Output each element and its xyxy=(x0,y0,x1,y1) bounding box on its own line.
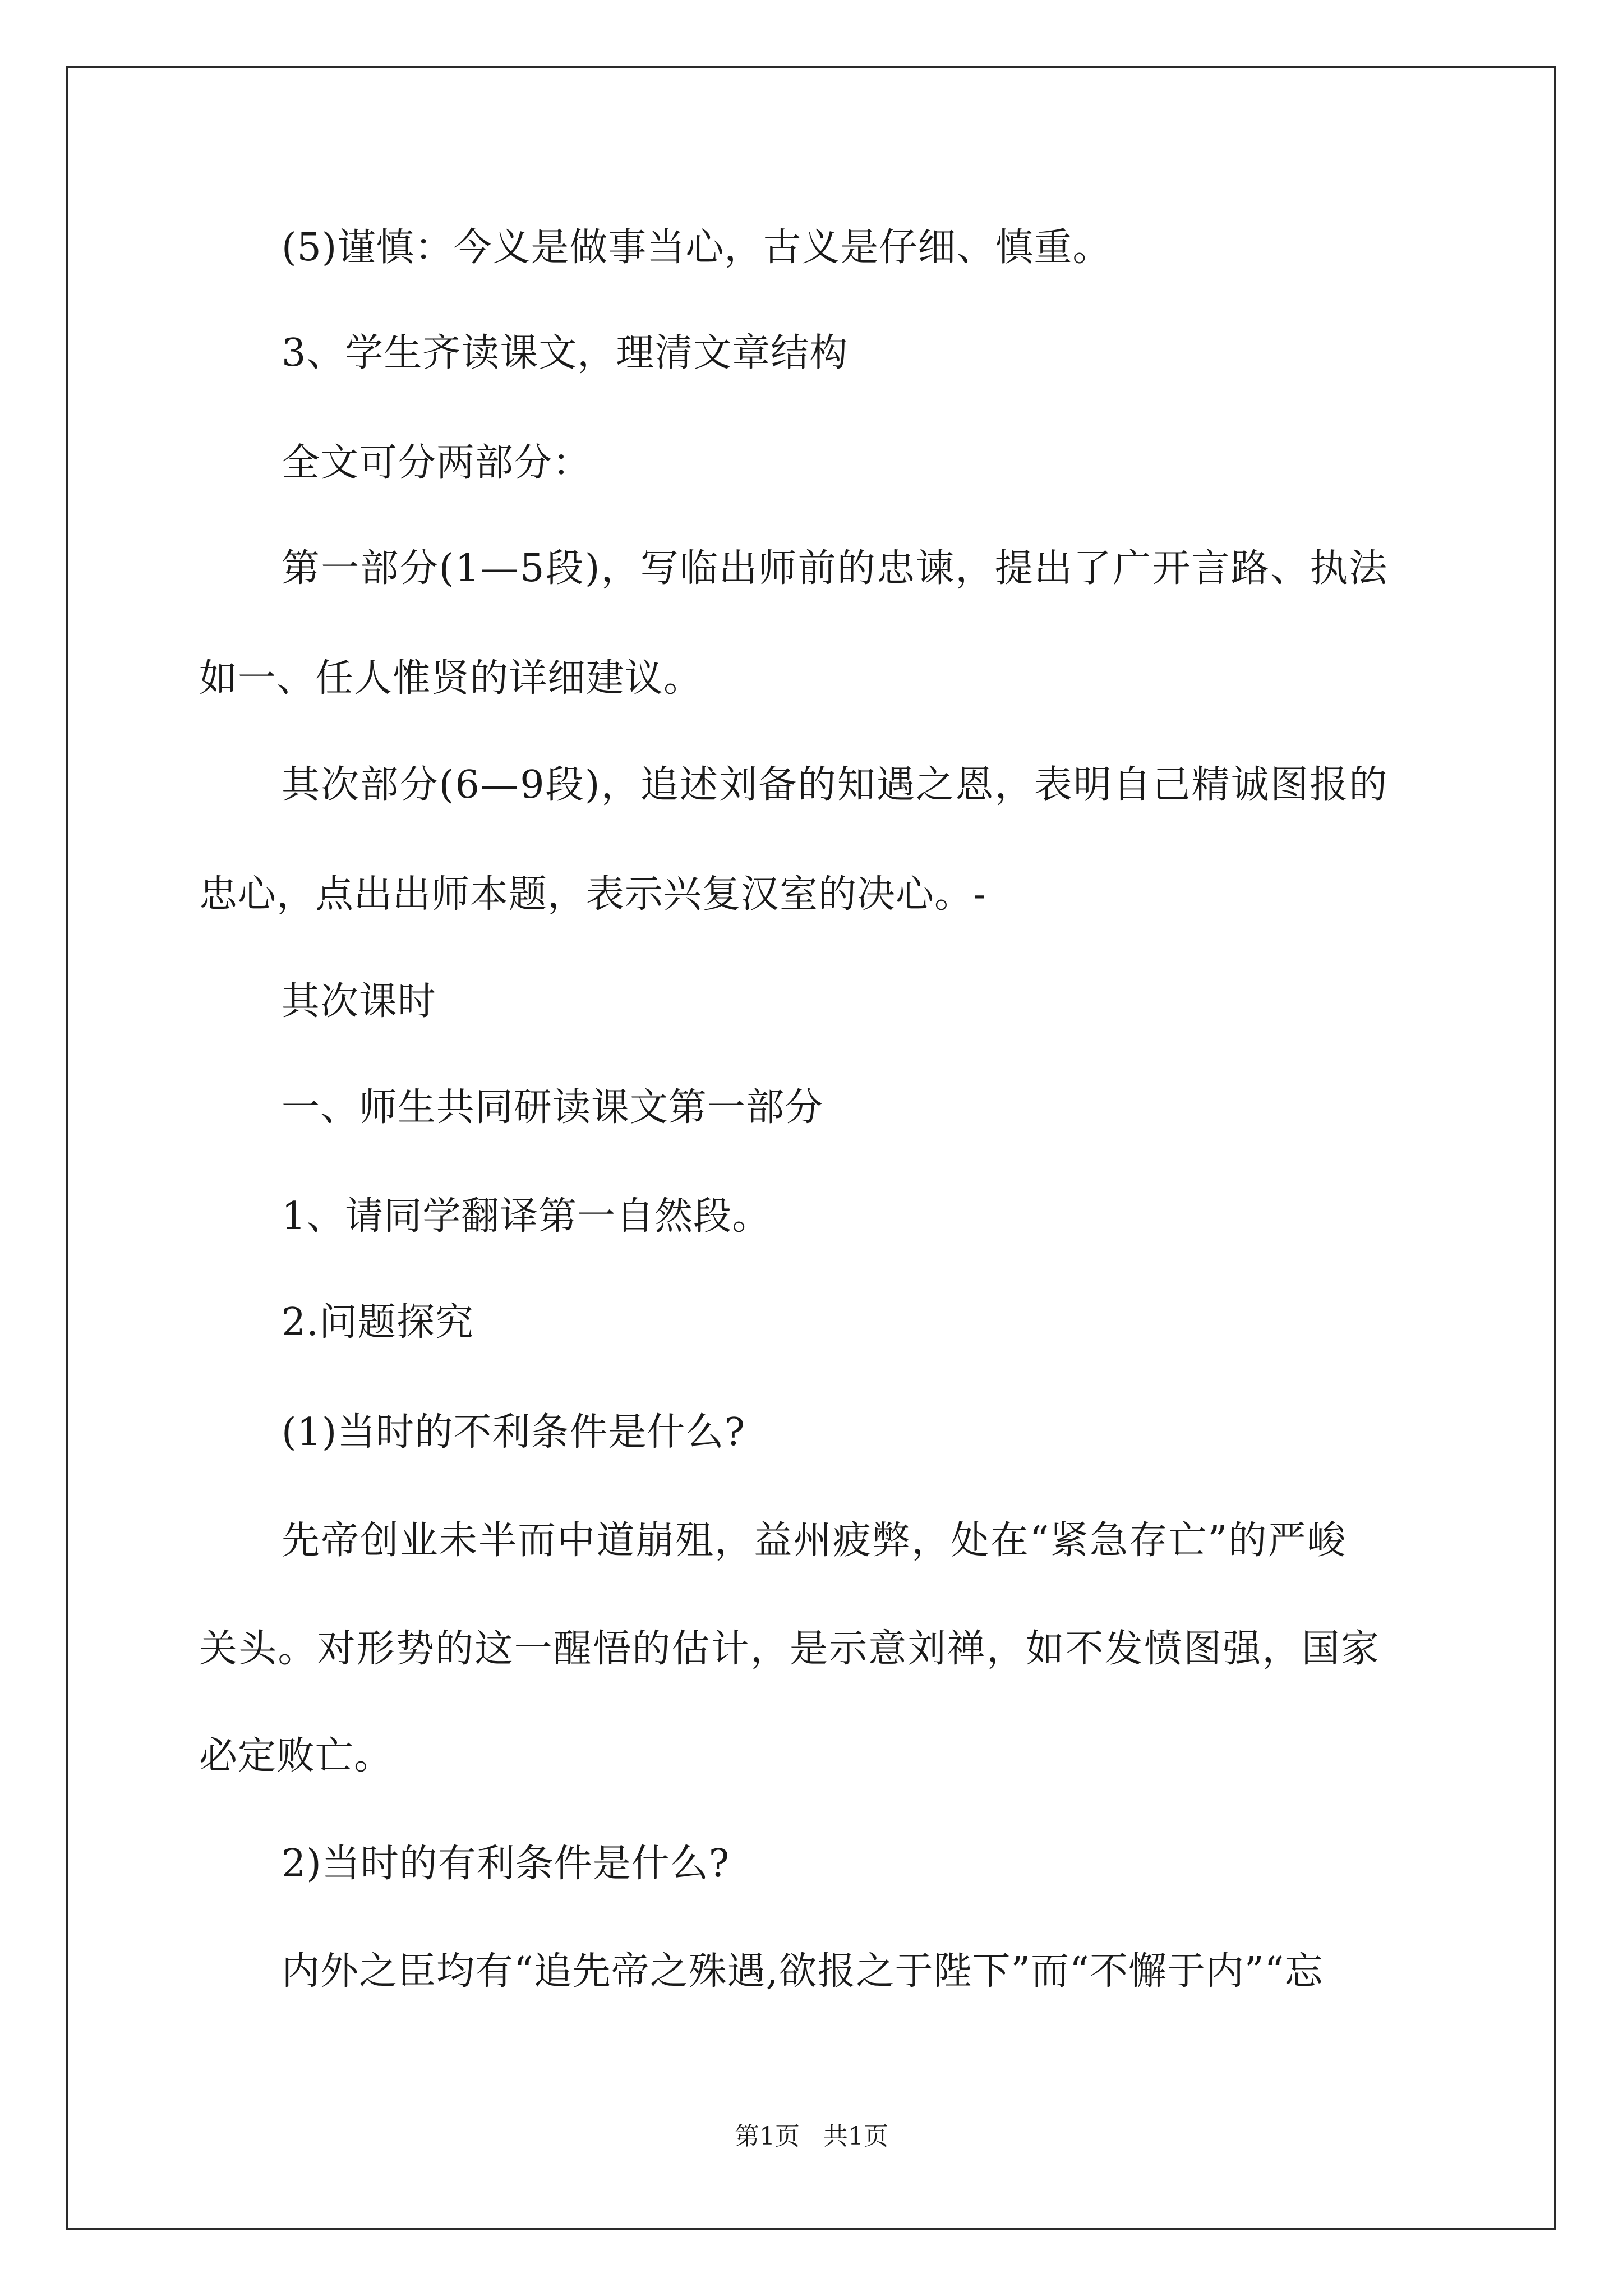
paragraph-line: (1)当时的不利条件是什么? xyxy=(282,1410,745,1455)
paragraph-line: 2.问题探究 xyxy=(282,1300,474,1345)
page-border xyxy=(66,66,1556,2230)
page-footer xyxy=(0,2124,1623,2149)
paragraph-line: 1、请同学翻译第一自然段。 xyxy=(282,1194,771,1239)
paragraph-line: 2)当时的有利条件是什么? xyxy=(282,1842,730,1886)
paragraph-line: 一、师生共同研读课文第一部分 xyxy=(282,1085,824,1130)
paragraph-line: (5)谨慎：今义是做事当心，古义是仔细、慎重。 xyxy=(282,226,1112,270)
paragraph-line: 3、学生齐读课文，理清文章结构 xyxy=(282,331,849,375)
page-total: 共1页 xyxy=(823,2122,888,2151)
paragraph-line: 必定败亡。 xyxy=(199,1734,393,1778)
paragraph-line: 先帝创业未半而中道崩殂，益州疲弊，处在“紧急存亡”的严峻 xyxy=(282,1519,1347,1563)
paragraph-line: 第一部分(1—5段)，写临出师前的忠谏，提出了广开言路、执法 xyxy=(282,546,1389,591)
paragraph-line: 全文可分两部分： xyxy=(282,441,592,485)
page-number: 第1页 xyxy=(735,2122,800,2151)
paragraph-line: 关头。对形势的这一醒悟的估计，是示意刘禅，如不发愤图强，国家 xyxy=(199,1627,1381,1671)
paragraph-line: 其次部分(6—9段)，追述刘备的知遇之恩，表明自己精诚图报的 xyxy=(282,763,1389,807)
paragraph-line: 内外之臣均有“追先帝之殊遇,欲报之于陛下”而“不懈于内”“忘 xyxy=(282,1949,1324,1994)
paragraph-line: 其次课时 xyxy=(282,979,437,1024)
paragraph-line: 如一、任人惟贤的详细建议。 xyxy=(199,656,703,701)
paragraph-line: 忠心，点出出师本题，表示兴复汉室的决心。- xyxy=(199,872,986,917)
